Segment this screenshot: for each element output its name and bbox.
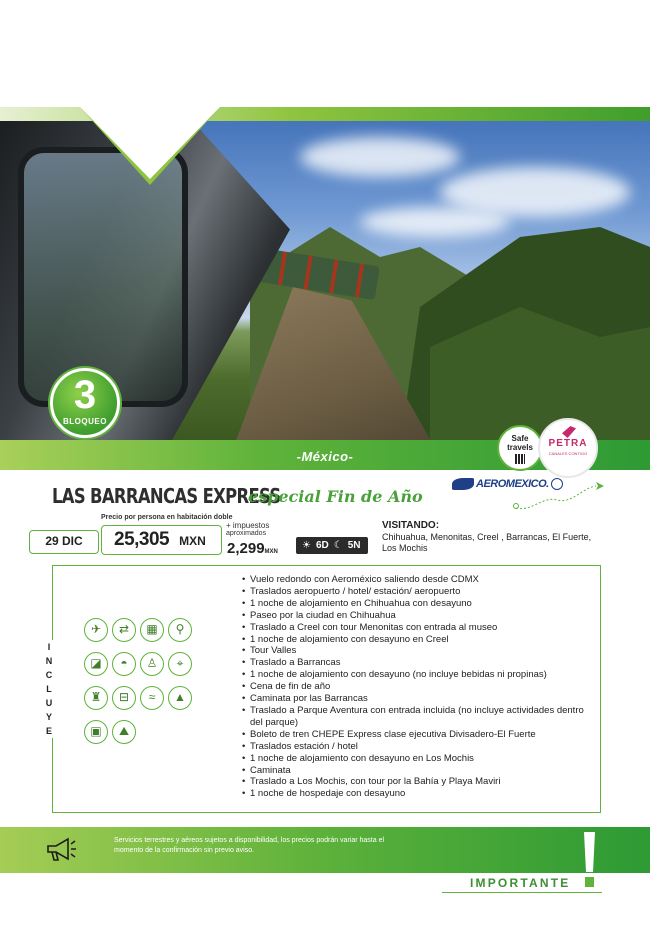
nights: 5N [347,540,361,551]
list-item: • Paseo por la ciudad en Chihuahua [242,610,594,622]
drink-icon: ♙ [140,652,164,676]
petra-subtitle: CANALES CONTIGO [548,451,588,456]
bloqueo-label: BLOQUEO [63,417,107,426]
food-cloche-icon: ◓ [112,652,136,676]
mountains-icon: ▲ [168,686,192,710]
includes-letter: E [45,726,52,736]
tour-title: LAS BARRANCAS EXPRESS [52,484,281,508]
price-box [101,525,222,555]
list-item: • 1 noche de alojamiento con desayuno en Creel [242,634,594,646]
petra-name: PETRA [548,438,588,449]
list-item: • Traslados aeropuerto / hotel/ estación/ aeropuerto [242,586,594,598]
flight-path-icon [512,478,607,514]
list-item: • Cena de fin de año [242,681,594,693]
includes-list [242,574,594,800]
region-label: -México- [296,449,354,464]
visiting-label: VISITANDO: [382,520,440,531]
importante-label: IMPORTANTE [470,876,571,890]
tax-value: 2,299 [227,540,265,557]
duration-badge [296,537,368,554]
hotel-icon: ▦ [140,618,164,642]
includes-letter: N [45,656,53,666]
includes-letter: Y [45,712,52,722]
petra-logo [538,418,598,478]
tax-note [226,522,269,538]
city-tour-icon: ⌖ [168,652,192,676]
hiking-icon: ♜ [84,686,108,710]
megaphone-icon [44,836,76,864]
includes-icons [84,618,214,754]
list-item: • Vuelo redondo con Aeroméxico saliendo desde CDMX [242,574,594,586]
canyon-icon: ⛰ [112,720,136,744]
list-item: • Tour Valles [242,645,594,657]
cable-car-icon: ⊟ [112,686,136,710]
safe-travels-line1: Safe [511,434,529,443]
list-item: • Traslado a Los Mochis, con tour por la Bahía y Playa Maviri [242,776,594,788]
tax-currency: MXN [264,549,278,555]
moon-icon: ☾ [333,540,343,551]
notice-text: Servicios terrestres y aéreos sujetos a disponibilidad, los precios podrán variar hasta el momento de la confirmación sin previo aviso. [114,837,385,854]
price-note: Precio por persona en habitación doble [101,514,233,521]
list-item: • 1 noche de hospedaje con desayuno [242,788,594,800]
tax-label-1: + impuestos [226,521,270,530]
list-item: • Caminata por las Barrancas [242,693,594,705]
price-value: 25,305 [114,529,170,550]
list-item: • Traslados estación / hotel [242,741,594,753]
price-currency: MXN [179,534,206,548]
list-item: • 1 noche de alojamiento en Chihuahua con desayuno [242,598,594,610]
list-item: • Traslado a Parque Aventura con entrada incluida (no incluye actividades dentro del parque) [242,705,594,729]
list-item: • 1 noche de alojamiento con desayuno en Los Mochis [242,753,594,765]
importante-underline [442,892,602,893]
includes-label [44,640,54,738]
departure-date: 29 DIC [29,530,99,554]
list-item: • Traslado a Barrancas [242,657,594,669]
includes-letter: I [47,642,51,652]
visiting-places: Chihuahua, Menonitas, Creel , Barrancas, El Fuerte, Los Mochis [382,532,592,553]
days: 6D [315,540,329,551]
bloqueo-badge [50,368,120,438]
sun-icon: ☀ [302,540,311,551]
boat-tour-icon: ≈ [140,686,164,710]
list-item: • Caminata [242,765,594,777]
includes-letter: C [45,670,53,680]
includes-letter: L [46,684,52,694]
safe-travels-line2: travels [507,443,533,452]
train-ticket-icon: ▣ [84,720,108,744]
tour-special: especial Fin de Año [248,487,423,506]
dining-icon: ⚲ [168,618,192,642]
tax-label-2: aproximados [226,530,267,537]
list-item: • 1 noche de alojamiento con desayuno (no incluye bebidas ni propinas) [242,669,594,681]
train-window [18,147,188,407]
bloqueo-number: 3 [73,373,97,417]
airplane-icon: ✈ [84,618,108,642]
ticket-icon: ◪ [84,652,108,676]
includes-letter: U [45,698,53,708]
aeromexico-name: AEROMEXICO. [476,477,549,490]
safe-travels-badge [497,425,543,471]
transfer-icon: ⇄ [112,618,136,642]
list-item: • Boleto de tren CHEPE Express clase ejecutiva Divisadero-El Fuerte [242,729,594,741]
tax-amount [227,540,278,557]
petra-mark-icon [562,426,576,438]
tour-title-block [52,484,423,508]
qr-code-icon [515,454,525,464]
exclamation-icon [583,832,596,892]
aeromexico-eagle-icon [452,478,474,490]
list-item: • Traslado a Creel con tour Menonitas con entrada al museo [242,622,594,634]
